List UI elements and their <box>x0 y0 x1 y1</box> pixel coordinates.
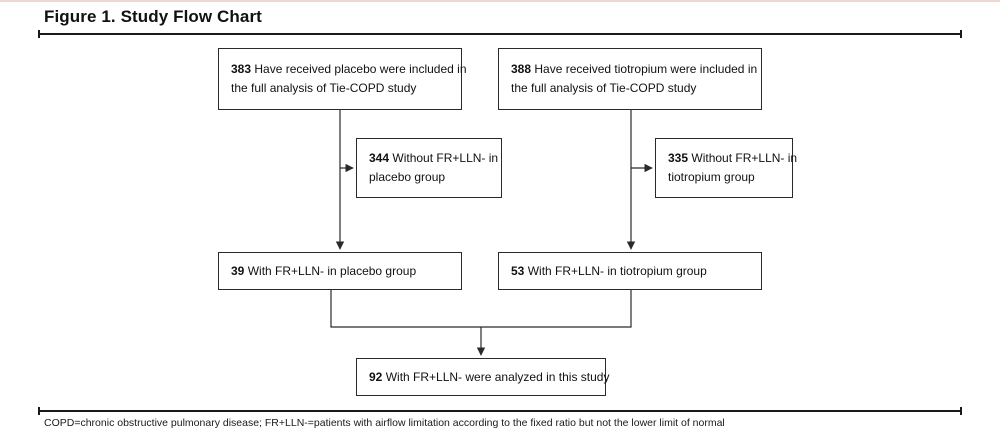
node-excluded-tiotropium-number: 335 <box>668 151 689 165</box>
node-excluded-placebo-text2: placebo group <box>369 170 446 184</box>
node-placebo-line1 <box>231 60 467 79</box>
node-fr-tiotropium <box>498 252 762 290</box>
top-rule <box>38 33 962 35</box>
node-tiotropium-text2: the full analysis of Tie-COPD study <box>511 81 697 95</box>
node-tiotropium-included <box>498 48 762 110</box>
node-excluded-placebo <box>356 138 502 198</box>
node-fr-tiotropium-text1: With FR+LLN- in tiotropium group <box>527 263 707 278</box>
bottom-rule-right-cap <box>960 407 962 415</box>
node-fr-placebo <box>218 252 462 290</box>
node-placebo-text1: Have received placebo were included in <box>254 62 467 76</box>
node-fr-tiotropium-number: 53 <box>511 263 525 278</box>
node-analyzed <box>356 358 610 396</box>
node-fr-placebo-text1: With FR+LLN- in placebo group <box>247 263 417 278</box>
top-rule-left-cap <box>38 30 40 38</box>
node-excluded-tiotropium-text2: tiotropium group <box>668 170 755 184</box>
node-fr-placebo-number: 39 <box>231 263 245 278</box>
node-tiotropium-text1: Have received tiotropium were included in <box>534 62 758 76</box>
node-excluded-placebo-text1: Without FR+LLN- in <box>392 151 499 165</box>
figure-title: Figure 1. Study Flow Chart <box>44 7 262 26</box>
node-excluded-tiotropium <box>655 138 798 198</box>
node-excluded-placebo-number: 344 <box>369 151 390 165</box>
node-analyzed-line1 <box>369 368 610 387</box>
node-excluded-placebo-line1 <box>369 149 499 168</box>
node-fr-tiotropium-line1 <box>511 262 749 281</box>
node-excluded-tiotropium-line1 <box>668 149 798 168</box>
node-placebo-text2: the full analysis of Tie-COPD study <box>231 81 417 95</box>
top-rule-right-cap <box>960 30 962 38</box>
figure-footnote: COPD=chronic obstructive pulmonary disease; FR+LLN-=patients with airflow limitation according to the fixed ratio but not the lower limit of normal <box>44 417 725 429</box>
node-fr-placebo-line1 <box>231 262 449 281</box>
node-analyzed-text1: With FR+LLN- were analyzed in this study <box>385 369 610 384</box>
node-tiotropium-line1 <box>511 60 758 79</box>
node-excluded-tiotropium-text1: Without FR+LLN- in <box>691 151 798 165</box>
node-tiotropium-number: 388 <box>511 62 532 76</box>
node-placebo-included <box>218 48 467 110</box>
node-placebo-number: 383 <box>231 62 252 76</box>
bottom-rule-left-cap <box>38 407 40 415</box>
bottom-rule <box>38 410 962 412</box>
node-analyzed-number: 92 <box>369 369 383 384</box>
